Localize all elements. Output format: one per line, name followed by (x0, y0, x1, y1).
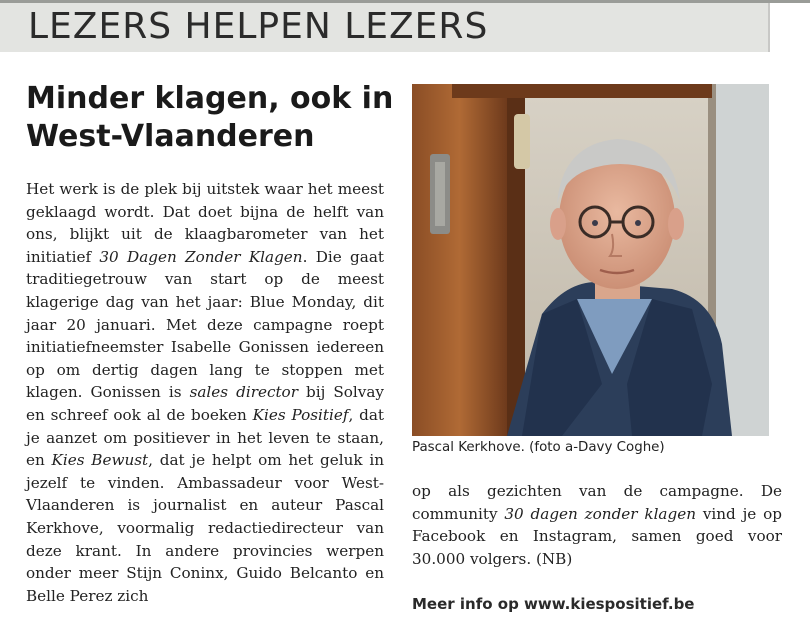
body-right-paragraph (412, 480, 782, 570)
more-info-link[interactable]: Meer info op www.kiespositief.be (412, 595, 695, 613)
text-run: . Die gaat traditiegetrouw van start op de meest klagerige dag van het jaar: Blue Monday, dit jaar 20 januari. Met deze campagne roept initiatiefneemster Isabelle Gonissen iedereen op om dertig dagen lang te stoppen met klagen. Gonissen is (26, 247, 384, 402)
photo-caption: Pascal Kerkhove. (foto a-Davy Coghe) (412, 440, 665, 455)
text-run: op als gezichten van de campagne. De community (412, 482, 782, 523)
portrait-illustration (412, 84, 769, 436)
article-body-left (26, 178, 384, 607)
section-banner (0, 0, 810, 52)
text-run: , dat je aanzet om positiever in het leven te staan, en (26, 405, 384, 470)
portrait-photo (412, 84, 769, 436)
banner-edge (768, 3, 810, 52)
italic-text-run: sales director (189, 383, 298, 402)
body-left-paragraph (26, 178, 384, 607)
article-body-right (412, 480, 782, 570)
section-kicker: LEZERS HELPEN LEZERS (28, 6, 489, 47)
text-run: , dat je helpt om het geluk in jezelf te vinden. Ambassadeur voor West-Vlaanderen is journalist en auteur Pascal Kerkhove, voormalig redactiedirecteur van deze krant. In andere provincies werpen onder meer Stijn Coninx, Guido Belcanto en Belle Perez zich (26, 451, 384, 605)
text-run: bij Solvay en schreef ook al de boeken (26, 383, 385, 424)
italic-text-run: Kies Bewust (51, 451, 149, 470)
italic-text-run: 30 dagen zonder klagen (504, 504, 696, 523)
italic-text-run: 30 Dagen Zonder Klagen (99, 247, 303, 266)
italic-text-run: Kies Positief (252, 405, 349, 424)
text-run: Het werk is de plek bij uitstek waar het meest geklaagd wordt. Dat doet bijna de helft van ons, blijkt uit de klaagbarometer van het initiatief (26, 180, 384, 266)
text-run: vind je op Facebook en Instagram, samen goed voor 30.000 volgers. (NB) (412, 504, 782, 568)
article-headline: Minder klagen, ook in West-Vlaanderen (26, 81, 394, 154)
